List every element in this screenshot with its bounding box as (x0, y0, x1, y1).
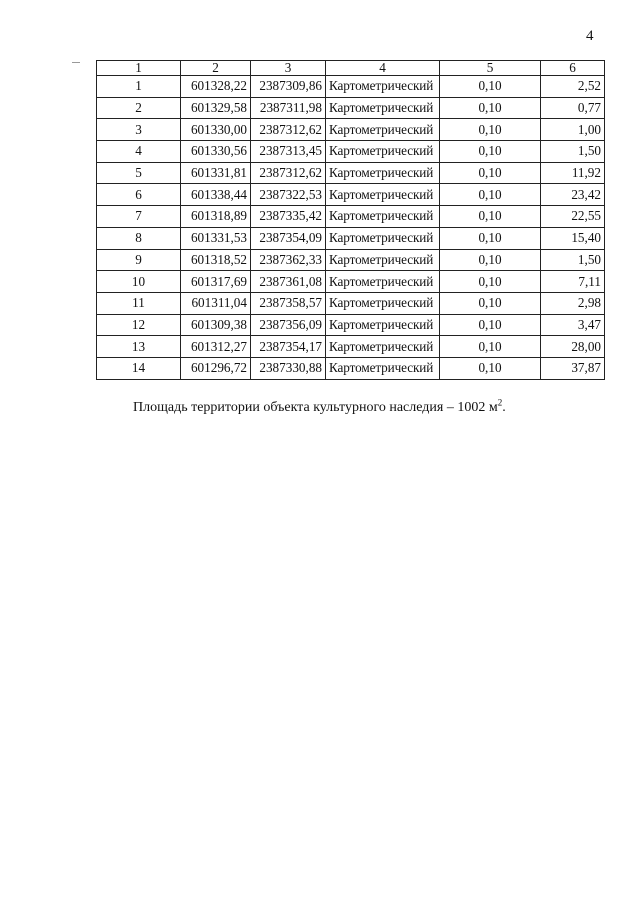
method-cell: Картометрический (326, 206, 440, 228)
x-coordinate-cell: 601296,72 (181, 357, 251, 379)
distance-cell: 3,47 (541, 314, 605, 336)
point-number-cell: 1 (97, 76, 181, 98)
table-header-row (97, 61, 605, 76)
y-coordinate-cell: 2387356,09 (251, 314, 326, 336)
accuracy-cell: 0,10 (440, 76, 541, 98)
point-number-cell: 12 (97, 314, 181, 336)
table-row (97, 206, 605, 228)
header-cell-col1: 1 (97, 61, 181, 76)
table-row (97, 227, 605, 249)
method-cell: Картометрический (326, 97, 440, 119)
distance-cell: 1,00 (541, 119, 605, 141)
y-coordinate-cell: 2387361,08 (251, 271, 326, 293)
x-coordinate-cell: 601317,69 (181, 271, 251, 293)
accuracy-cell: 0,10 (440, 227, 541, 249)
accuracy-cell: 0,10 (440, 119, 541, 141)
point-number-cell: 5 (97, 162, 181, 184)
point-number-cell: 8 (97, 227, 181, 249)
y-coordinate-cell: 2387322,53 (251, 184, 326, 206)
distance-cell: 37,87 (541, 357, 605, 379)
table-row (97, 249, 605, 271)
header-cell-col2: 2 (181, 61, 251, 76)
point-number-cell: 4 (97, 141, 181, 163)
accuracy-cell: 0,10 (440, 314, 541, 336)
table-row (97, 97, 605, 119)
method-cell: Картометрический (326, 227, 440, 249)
distance-cell: 0,77 (541, 97, 605, 119)
point-number-cell: 2 (97, 97, 181, 119)
y-coordinate-cell: 2387354,17 (251, 336, 326, 358)
area-statement-text: Площадь территории объекта культурного наследия – 1002 м (133, 400, 498, 415)
distance-cell: 22,55 (541, 206, 605, 228)
distance-cell: 2,52 (541, 76, 605, 98)
table-row (97, 336, 605, 358)
y-coordinate-cell: 2387354,09 (251, 227, 326, 249)
y-coordinate-cell: 2387335,42 (251, 206, 326, 228)
y-coordinate-cell: 2387311,98 (251, 97, 326, 119)
header-cell-col3: 3 (251, 61, 326, 76)
point-number-cell: 11 (97, 292, 181, 314)
table-row (97, 141, 605, 163)
distance-cell: 11,92 (541, 162, 605, 184)
coordinates-table-body (97, 61, 605, 380)
method-cell: Картометрический (326, 336, 440, 358)
accuracy-cell: 0,10 (440, 184, 541, 206)
accuracy-cell: 0,10 (440, 357, 541, 379)
method-cell: Картометрический (326, 141, 440, 163)
x-coordinate-cell: 601318,89 (181, 206, 251, 228)
x-coordinate-cell: 601312,27 (181, 336, 251, 358)
method-cell: Картометрический (326, 119, 440, 141)
accuracy-cell: 0,10 (440, 336, 541, 358)
y-coordinate-cell: 2387362,33 (251, 249, 326, 271)
x-coordinate-cell: 601330,56 (181, 141, 251, 163)
y-coordinate-cell: 2387309,86 (251, 76, 326, 98)
distance-cell: 1,50 (541, 249, 605, 271)
method-cell: Картометрический (326, 162, 440, 184)
distance-cell: 28,00 (541, 336, 605, 358)
accuracy-cell: 0,10 (440, 249, 541, 271)
table-row (97, 357, 605, 379)
point-number-cell: 10 (97, 271, 181, 293)
accuracy-cell: 0,10 (440, 206, 541, 228)
distance-cell: 7,11 (541, 271, 605, 293)
x-coordinate-cell: 601330,00 (181, 119, 251, 141)
distance-cell: 15,40 (541, 227, 605, 249)
header-cell-col5: 5 (440, 61, 541, 76)
area-statement (133, 397, 506, 416)
table-row (97, 271, 605, 293)
accuracy-cell: 0,10 (440, 162, 541, 184)
table-row (97, 184, 605, 206)
y-coordinate-cell: 2387312,62 (251, 162, 326, 184)
point-number-cell: 6 (97, 184, 181, 206)
table-row (97, 76, 605, 98)
accuracy-cell: 0,10 (440, 271, 541, 293)
method-cell: Картометрический (326, 271, 440, 293)
header-cell-col4: 4 (326, 61, 440, 76)
distance-cell: 1,50 (541, 141, 605, 163)
point-number-cell: 9 (97, 249, 181, 271)
x-coordinate-cell: 601309,38 (181, 314, 251, 336)
distance-cell: 2,98 (541, 292, 605, 314)
area-unit-superscript: 2 (497, 397, 503, 408)
y-coordinate-cell: 2387312,62 (251, 119, 326, 141)
method-cell: Картометрический (326, 184, 440, 206)
x-coordinate-cell: 601338,44 (181, 184, 251, 206)
accuracy-cell: 0,10 (440, 141, 541, 163)
page-number: 4 (586, 28, 594, 44)
accuracy-cell: 0,10 (440, 97, 541, 119)
method-cell: Картометрический (326, 249, 440, 271)
point-number-cell: 3 (97, 119, 181, 141)
coordinates-table (96, 60, 605, 380)
accuracy-cell: 0,10 (440, 292, 541, 314)
point-number-cell: 7 (97, 206, 181, 228)
y-coordinate-cell: 2387358,57 (251, 292, 326, 314)
y-coordinate-cell: 2387313,45 (251, 141, 326, 163)
point-number-cell: 14 (97, 357, 181, 379)
point-number-cell: 13 (97, 336, 181, 358)
table-row (97, 162, 605, 184)
method-cell: Картометрический (326, 314, 440, 336)
area-statement-suffix: . (502, 400, 506, 415)
y-coordinate-cell: 2387330,88 (251, 357, 326, 379)
method-cell: Картометрический (326, 76, 440, 98)
distance-cell: 23,42 (541, 184, 605, 206)
table-row (97, 119, 605, 141)
x-coordinate-cell: 601331,81 (181, 162, 251, 184)
method-cell: Картометрический (326, 292, 440, 314)
table-row (97, 314, 605, 336)
scan-mark (72, 62, 80, 63)
x-coordinate-cell: 601331,53 (181, 227, 251, 249)
x-coordinate-cell: 601329,58 (181, 97, 251, 119)
header-cell-col6: 6 (541, 61, 605, 76)
x-coordinate-cell: 601328,22 (181, 76, 251, 98)
method-cell: Картометрический (326, 357, 440, 379)
x-coordinate-cell: 601318,52 (181, 249, 251, 271)
table-row (97, 292, 605, 314)
x-coordinate-cell: 601311,04 (181, 292, 251, 314)
